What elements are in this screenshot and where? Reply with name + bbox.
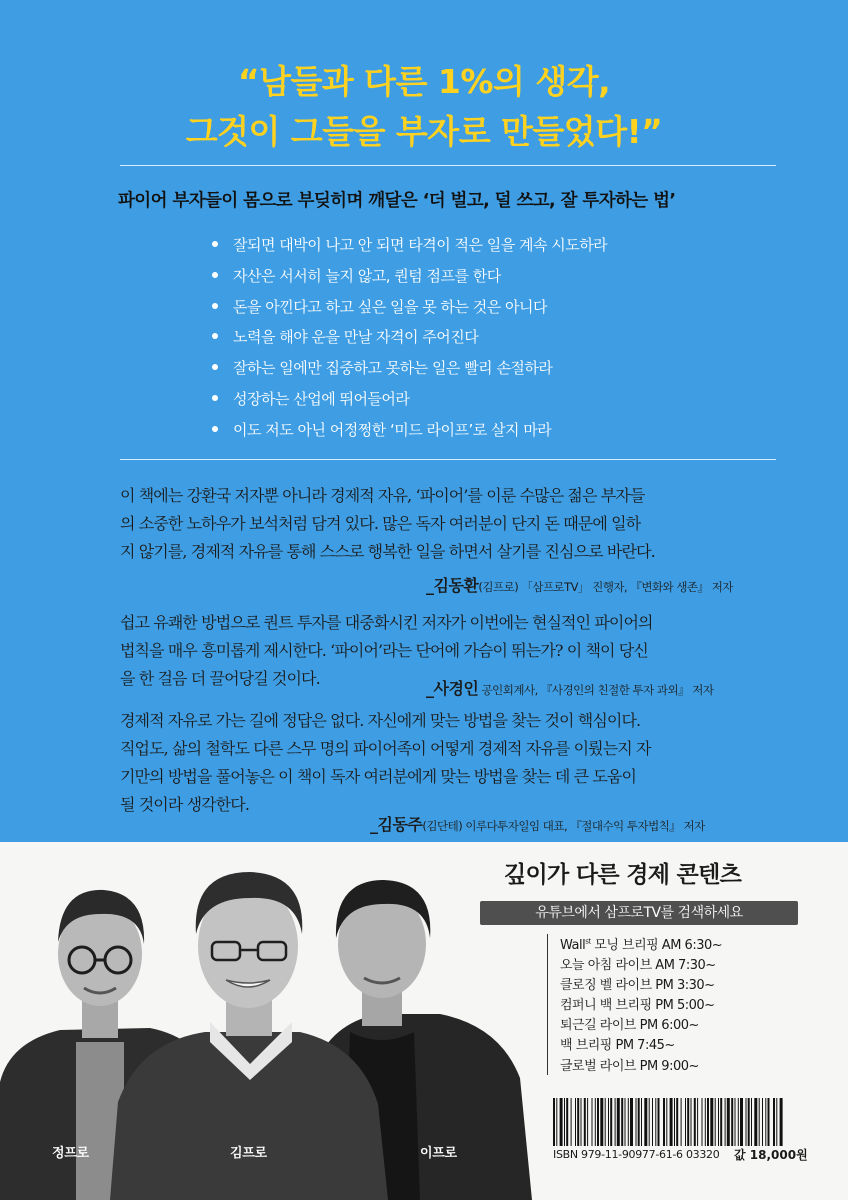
bullet-dot-icon [212,241,218,247]
barcode-bar [652,1098,653,1146]
barcode-bar [738,1098,739,1146]
barcode-bar [584,1098,586,1146]
barcode-bar [587,1098,588,1146]
barcode-bar [630,1098,633,1146]
barcode-bar [615,1098,616,1146]
bullet-dot-icon [212,426,218,432]
barcode-bar [605,1098,606,1146]
divider-bottom [120,459,776,460]
barcode-bar [608,1098,609,1146]
barcode-bar [674,1098,675,1146]
barcode-bar [707,1098,709,1146]
barcode-bar [685,1098,686,1146]
barcode-bar [676,1098,678,1146]
barcode-bar [725,1098,726,1146]
barcode-bar [746,1098,747,1146]
barcode-bar [740,1098,743,1146]
barcode-bar [702,1098,703,1146]
barcode-bar [670,1098,673,1146]
reviewer-name: _김동환 [426,576,479,595]
barcode-bar [710,1098,713,1146]
barcode-bar [560,1098,563,1146]
barcode-bar [571,1098,572,1146]
subheading: 파이어 부자들이 몸으로 부딪히며 깨달은 ‘더 벌고, 덜 쓰고, 잘 투자하는 법’ [118,191,676,211]
barcode-bar [697,1098,698,1146]
divider-top [120,165,776,166]
review-line: 이 책에는 강환국 저자뿐 아니라 경제적 자유, ‘파이어’를 이룬 수많은 젊은 부자들 [120,486,645,505]
review-line: 법칙을 매우 흥미롭게 제시한다. ‘파이어’라는 단어에 가슴이 뛰는가? 이 책이 당신 [120,641,648,660]
barcode-bar [765,1098,766,1146]
schedule-item: 글로벌 라이브 PM 9:00~ [560,1058,699,1074]
barcode-bar [773,1098,775,1146]
barcode-bar [566,1098,568,1146]
schedule-item: 퇴근길 라이브 PM 6:00~ [560,1018,699,1034]
barcode-bar [759,1098,760,1146]
barcode-bar [556,1098,557,1146]
barcode-bar [636,1098,637,1146]
review-line: 직업도, 삶의 철학도 다른 스무 명의 파이어족이 어떻게 경제적 자유를 이뤘는지 자 [120,739,651,758]
barcode-bar [658,1098,660,1146]
review-2-attribution [426,676,713,699]
review-1 [120,482,725,566]
barcode-bar [691,1098,692,1146]
barcode-bar [754,1098,757,1146]
review-line: 지 않기를, 경제적 자유를 통해 스스로 행복한 일을 하면서 살기를 진심으로 바란다. [120,542,655,561]
isbn-number: ISBN 979-11-90977-61-6 03320 [553,1148,720,1161]
barcode-bar [748,1098,750,1146]
barcode-bar [776,1098,777,1146]
review-3-attribution [370,812,705,835]
schedule-item: 백 브리핑 PM 7:45~ [560,1038,675,1054]
barcode-bar [768,1098,770,1146]
review-line: 될 것이라 생각한다. [120,795,250,814]
review-line: 쉽고 유쾌한 방법으로 퀀트 투자를 대중화시킨 저자가 이번에는 현실적인 파이어의 [120,613,653,632]
barcode-bar [666,1098,667,1146]
promo-title: 깊이가 다른 경제 콘텐츠 [504,862,742,888]
barcode-bar [780,1098,783,1146]
barcode-bar [731,1098,733,1146]
barcode-bar [621,1098,623,1146]
barcode-bar [595,1098,596,1146]
book-back-cover: “남들과 다른 1%의 생각, 그것이 그들을 부자로 만들었다!” 파이어 부자들이 몸으로 부딪히며 깨달은 ‘더 벌고, 덜 쓰고, 잘 투자하는 법’ 잘되면 대박이 나고 안 되면 타격이 적은 일을 계속 시도하라 자산은 서서히 늘지 않고, 퀀텀 점프를 한다 돈을 아낀다고 하고 싶은 일을 못 하는 것은 아니다 노력을 해야 운을 만날 자격이 주어진다 잘하는 일에만 집중하고 못하는 일은 빨리 손절하라 성장하는 산업에 뛰어들어라 이도 저도 아닌 어정쩡한 ‘미드 라이프’로 살지 마라 이 책에는 강환국 저자뿐 아니라 경제적 자유, ‘파이어’를 이룬 수많은 젊은 부자들 의 소중한 노하우가 보석처럼 담겨 있다. 많은 독자 여러분이 단지 돈 때문에 일하 지 않기를, 경제적 자유를 통해 스스로 행복한 일을 하면서 살기를 진심으로 바란다. _김동환(김프로) 「삼프로TV」 진행자, 『변화와 생존』 저자 쉽고 유쾌한 방법으로 퀀트 투자를 대중화시킨 저자가 이번에는 현실적인 파이어의 법칙을 매우 흥미롭게 제시한다. ‘파이어’라는 단어에 가슴이 뛰는가? 이 책이 당신 을 한 걸음 더 끌어당길 것이다. _사경인 공인회계사, 『사경인의 친절한 투자 과외』 저자 경제적 자유로 가는 길에 정답은 없다. 자신에게 맞는 방법을 찾는 것이 핵심이다. 직업도, 삶의 철학도 다른 스무 명의 파이어족이 어떻게 경제적 자유를 이뤘는지 자 기만의 방법을 풀어놓은 이 책이 독자 여러분에게 맞는 방법을 찾는 데 큰 도움이 될 것이라 생각한다. _김동주(김단테) 이루다투자일임 대표, 『절대수익 투자법칙』 저자 정프로 김프로 이프로 깊이가 다른 경제 콘텐츠 유튜브에서 삼프로TV를 검색하세요 Wall$^{st}$ 모닝 브리핑 AM 6:30~ 오늘 아침 라이브 AM 7:30~ 클로징 벨 라이브 PM 3:30~ 컴퍼니 백 브리핑 PM 5:00~ 퇴근길 라이브 PM 6:00~ 백 브리핑 PM 7:45~ 글로벌 라이브 PM 9:00~ ISBN 979-11-90977-61-6 03320 값 18,000원 [0,0,848,1200]
host-name-center: 김프로 [230,1146,267,1161]
barcode-bar [641,1098,642,1146]
barcode-bar [553,1098,555,1146]
barcode-bar [610,1098,612,1146]
reviewer-role: 공인회계사, 『사경인의 친절한 투자 과외』 저자 [478,683,714,697]
headline-line-1: “남들과 다른 1%의 생각, [237,62,611,101]
host-name-left: 정프로 [52,1146,89,1161]
reviewer-role: (김프로) 「삼프로TV」 진행자, 『변화와 생존』 저자 [478,580,733,594]
broadcast-schedule [547,934,810,1075]
barcode-bar [597,1098,599,1146]
barcode-bar [694,1098,696,1146]
barcode-bar [625,1098,626,1146]
barcode-bar [564,1098,565,1146]
review-line: 의 소중한 노하우가 보석처럼 담겨 있다. 많은 독자 여러분이 단지 돈 때문에 일하 [120,514,641,533]
review-line: 을 한 걸음 더 끌어당길 것이다. [120,669,320,688]
bullet-dot-icon [212,272,218,278]
barcode [553,1098,783,1146]
barcode-bar [705,1098,706,1146]
barcode-bar [592,1098,593,1146]
schedule-item: 컴퍼니 백 브리핑 PM 5:00~ [560,998,715,1014]
barcode-bar [663,1098,665,1146]
review-1-attribution [426,573,733,596]
barcode-bar [735,1098,736,1146]
host-name-right: 이프로 [420,1146,457,1161]
schedule-item: 오늘 아침 라이브 AM 7:30~ [560,958,716,974]
barcode-bar [581,1098,582,1146]
review-3 [120,707,725,819]
barcode-bar [715,1098,716,1146]
schedule-item: Wall$^{st}$ 모닝 브리핑 AM 6:30~ [560,937,723,953]
barcode-bar [727,1098,730,1146]
barcode-bar [762,1098,763,1146]
price-value: 18,000원 [749,1148,808,1162]
barcode-bar [649,1098,650,1146]
barcode-bar [600,1098,603,1146]
headline-line-2: 그것이 그들을 부자로 만들었다!” [185,112,663,151]
reviewer-role: (김단테) 이루다투자일임 대표, 『절대수익 투자법칙』 저자 [422,819,705,833]
barcode-bar [687,1098,689,1146]
reviewer-name: _사경인 [426,679,479,698]
barcode-bar [751,1098,752,1146]
bullet-dot-icon [212,395,218,401]
barcode-bar [575,1098,576,1146]
price [734,1146,808,1163]
barcode-bar [720,1098,722,1146]
review-line: 기만의 방법을 풀어놓은 이 책이 독자 여러분에게 맞는 방법을 찾는 데 큰 도움이 [120,767,637,786]
barcode-bar [655,1098,656,1146]
bullet-dot-icon [212,303,218,309]
review-line: 경제적 자유로 가는 길에 정답은 없다. 자신에게 맞는 방법을 찾는 것이 핵심이다. [120,711,641,730]
schedule-item: 클로징 벨 라이브 PM 3:30~ [560,978,715,994]
barcode-bar [628,1098,629,1146]
barcode-bar [681,1098,682,1146]
reviewer-name: _김동주 [370,815,423,834]
barcode-bar [638,1098,640,1146]
price-label: 값 [734,1148,750,1162]
barcode-bar [617,1098,620,1146]
promo-banner: 유튜브에서 삼프로TV를 검색하세요 [480,901,798,925]
barcode-bar [718,1098,719,1146]
barcode-bar [577,1098,579,1146]
barcode-bar [644,1098,647,1146]
